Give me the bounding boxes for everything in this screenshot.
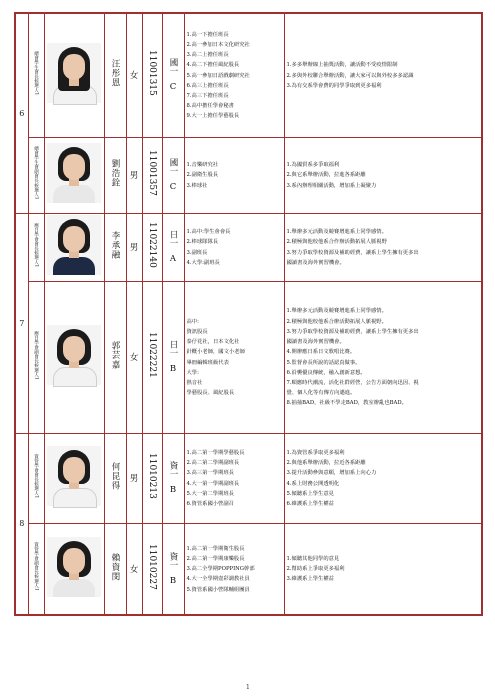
- position-label: 總會學生會副會長候選人1: [28, 137, 44, 213]
- experience-list: 1.高二第一學期衛生股長 2.高二第一學期康樂股長 3.高二全學期POPPING幹部 4.大一全學期壺彩調教社員 5.資管系國小營隊輔組團員: [184, 523, 284, 615]
- candidate-name: 賴資閔: [104, 523, 126, 615]
- portrait-image: [47, 43, 101, 103]
- platform-list: 1.傾聽其他同學的意見 2.幫助系上爭取更多福利 3.維護系上學生權益: [284, 523, 482, 615]
- candidate-gender: 男: [126, 137, 142, 213]
- candidate-photo: [44, 213, 104, 281]
- portrait-image: [47, 325, 101, 385]
- candidate-name: 李承融: [104, 213, 126, 281]
- candidate-photo: [44, 137, 104, 213]
- platform-list: 1.舉辦多元活動及競賽增進系上同學感情。 2.積極與他校他系合作辦活動拓展人脈視野 3.努力爭取學校資源及補助經費，讓系上學生擁有更多出 國讀書及海外實習機會。: [284, 213, 482, 281]
- portrait-image: [47, 537, 101, 597]
- class-label: 日一 A: [162, 213, 184, 281]
- position-label: 資管學會會長候選人1: [28, 433, 44, 523]
- portrait-image: [47, 446, 101, 506]
- student-id: 11010227: [142, 523, 162, 615]
- platform-list: 1.多多舉辦線上抽獎活動，讓活動不受疫情限制 2.多與外校聯合舉辦活動，讓大家可以與外校多多認識 3.為有交系學會費的同學爭取到更多福利: [284, 13, 482, 137]
- candidate-photo: [44, 433, 104, 523]
- student-id: 11001357: [142, 137, 162, 213]
- platform-list: 1.為國貿系多爭取福利 2.與它系舉辦活動，拉進各系距離 3.系內辦理相關活動，增加系上凝聚力: [284, 137, 482, 213]
- table-row: [15, 523, 482, 615]
- candidate-photo: [44, 281, 104, 433]
- candidate-photo: [44, 523, 104, 615]
- candidate-name: 劉浩銓: [104, 137, 126, 213]
- class-label: 國一 C: [162, 137, 184, 213]
- candidate-gender: 女: [126, 523, 142, 615]
- position-label: 應日學會副會長候選人1: [28, 281, 44, 433]
- class-label: 日一 B: [162, 281, 184, 433]
- class-label: 資一 B: [162, 523, 184, 615]
- table-row: [15, 281, 482, 433]
- class-label: 資一 B: [162, 433, 184, 523]
- platform-list: 1.為資管系爭取更多福利 2.與他系舉辦活動，拉近各系距離 3.提升活動參與意願，增加系上向心力 4.系上財務公開透明化 5.傾聽系上學生意見 6.維護系上學生權益: [284, 433, 482, 523]
- experience-list: 1.高二第一學期學藝股長 2.高二第二學期副班長 3.高三第一學期班長 4.大一第一學期副班長 5.大一第二學期班長 6.資管系國小營副召: [184, 433, 284, 523]
- candidate-name: 汪彤恩: [104, 13, 126, 137]
- student-id: 11022140: [142, 213, 162, 281]
- student-id: 11001315: [142, 13, 162, 137]
- candidate-gender: 男: [126, 433, 142, 523]
- candidate-name: 郭芸嘉: [104, 281, 126, 433]
- candidate-table: [14, 12, 483, 616]
- table-row: [15, 433, 482, 523]
- group-number: 7: [15, 213, 28, 433]
- table-row: [15, 137, 482, 213]
- experience-list: 1.高一下擔任班長 2.高一參加日本文化研究社 3.高二上擔任班長 4.高二下擔任風紀股長 5.高一參加日語戲劇研究社 6.高三上擔任班長 7.高三下擔任班長 8.高中擔任學會秘書 9.大一上擔任學藝股長: [184, 13, 284, 137]
- experience-list: 1.音樂研究社 2.副衛生股長 3.棒球社: [184, 137, 284, 213]
- position-label: 應日學會會長候選人1: [28, 213, 44, 281]
- experience-list: 高中: 資訊股長 泰仔花社，日本文化社 針概小老師，國文小老師 畢冊編輯班級代表 大學: 熱音社 學藝股長、風紀股長: [184, 281, 284, 433]
- portrait-image: [47, 215, 101, 275]
- page-number: 1: [246, 684, 250, 691]
- position-label: 總會學生會長候選人1: [28, 13, 44, 137]
- candidate-gender: 女: [126, 281, 142, 433]
- candidate-gender: 男: [126, 213, 142, 281]
- candidate-photo: [44, 13, 104, 137]
- class-label: 國一 C: [162, 13, 184, 137]
- portrait-image: [47, 143, 101, 203]
- table-row: [15, 213, 482, 281]
- position-label: 資管學會副會長候選人1: [28, 523, 44, 615]
- table-row: [15, 13, 482, 137]
- candidate-gender: 女: [126, 13, 142, 137]
- student-id: 11010213: [142, 433, 162, 523]
- group-number: 8: [15, 433, 28, 615]
- student-id: 11022221: [142, 281, 162, 433]
- experience-list: 1.高中:學生會會長 2.棒球隊隊長 3.副班長 4.大學:副班長: [184, 213, 284, 281]
- platform-list: 1.舉辦多元活動及競賽增進系上同學感情。 2.積極與他校他系合辦活動拓展人脈視野。 3.努力爭取學校資源及補助經費，讓系上學生擁有更多出 國讀書及海外實習機會。 4.開辦應日系日文歌唱比賽。 5.監督會長所說的話認真做事。 6.沿襲優良傳統，融入創新意想。 7.順應時代潮流，活化社群經營，公告方面朝向迅因、視 覺、個人化等有傳方向邁進。 8.抽抽BAD，社級不學走BAD，教室辦亂也BAD。: [284, 281, 482, 433]
- group-number: 6: [15, 13, 28, 213]
- candidate-name: 何昆得: [104, 433, 126, 523]
